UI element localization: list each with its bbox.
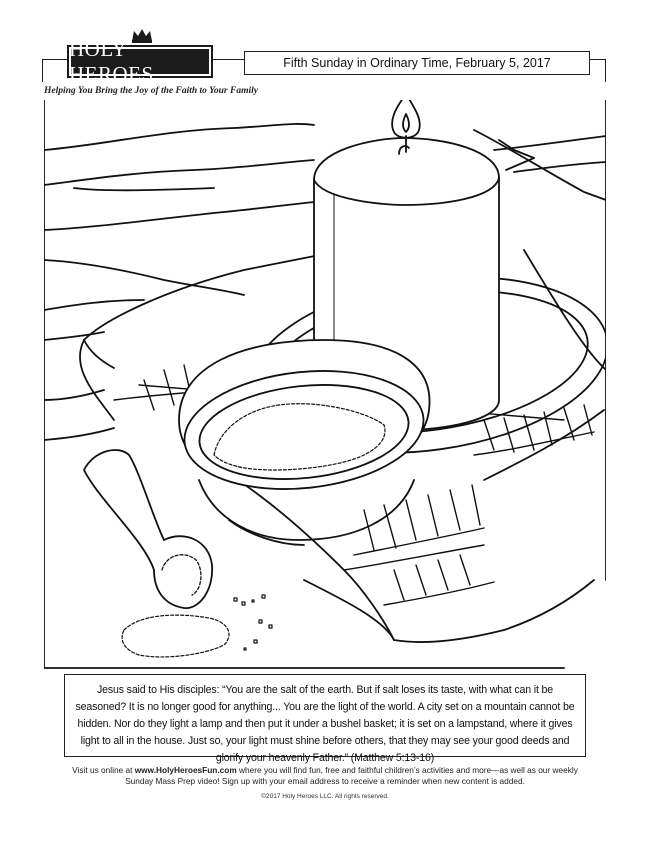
footer-note: [70, 765, 580, 787]
footer-lead: Visit us online at: [72, 765, 135, 775]
frame-line: [42, 59, 67, 60]
verse-text: Jesus said to His disciples: “You are the salt of the earth. But if salt loses its taste, with what can it be seasoned? It is no longer good for anything... You are the light of the world. A city set on a mountain cannot be hidden. Nor do they light a lamp and then put it under a bushel basket; it is set on a lampstand, where it gives light to all in the house. Just so, your light must shine before others, that they may see your good deeds and glorify your heavenly Father.” (Matthew 5:13-16): [75, 684, 575, 764]
page-title: [244, 51, 590, 75]
website-link[interactable]: www.HolyHeroesFun.com: [134, 765, 237, 775]
footer-rest: where you will find fun, free and faithful children’s activities and more—as well as our weekly Sunday Mass Prep video! Sign up with your email address to receive a reminder when new content is added.: [125, 765, 578, 786]
frame-line: [42, 59, 43, 82]
frame-line: [590, 59, 606, 60]
frame-line: [605, 59, 606, 82]
copyright: ©2017 Holy Heroes LLC. All rights reserved.: [261, 793, 389, 800]
holy-heroes-logo[interactable]: [67, 36, 213, 86]
salt-spoon: [84, 450, 212, 608]
page-title-text: Fifth Sunday in Ordinary Time, February 5, 2017: [283, 56, 551, 70]
salt-bowl: [179, 340, 430, 545]
frame-line: [213, 59, 244, 60]
logo-text: HOLY HEROES: [69, 36, 154, 86]
coloring-illustration: [44, 100, 606, 670]
tagline: Helping You Bring the Joy of the Faith to Your Family: [44, 86, 258, 96]
verse-box: [64, 674, 586, 764]
